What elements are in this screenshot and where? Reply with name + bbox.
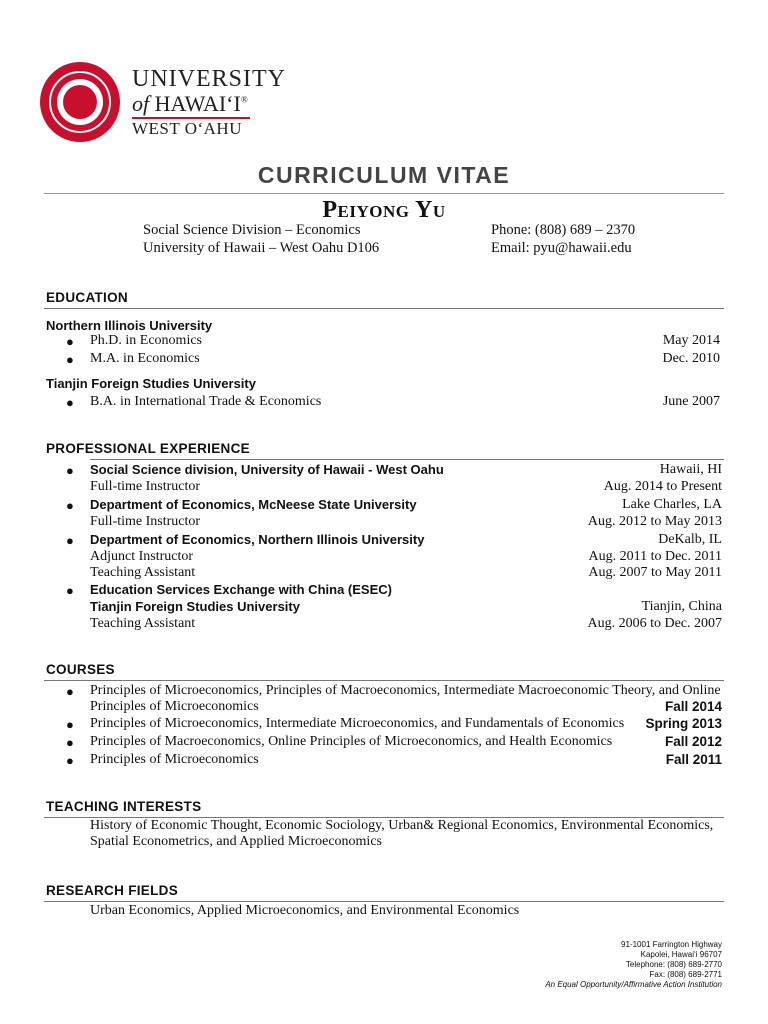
bullet-icon: ●	[66, 352, 74, 367]
bullet-icon: ●	[66, 463, 74, 478]
contact-phone: Phone: (808) 689 – 2370	[491, 222, 636, 238]
degree-date: June 2007	[662, 394, 720, 409]
location: Hawaii, HI	[659, 462, 722, 477]
school-name: Tianjin Foreign Studies University	[46, 376, 256, 391]
job-title: Full-time Instructor	[90, 479, 201, 494]
logo-line-2-prefix: of	[132, 91, 155, 116]
contact-email[interactable]: Email: pyu@hawaii.edu	[491, 240, 632, 256]
bullet-icon: ●	[66, 533, 74, 548]
employer: Department of Economics, Northern Illinois University	[90, 532, 425, 547]
employer: Social Science division, University of Hawaii - West Oahu	[90, 462, 444, 477]
contact-division: Social Science Division – Economics	[143, 222, 361, 238]
employer: Education Services Exchange with China (ESEC)	[90, 582, 392, 597]
research-rule	[44, 901, 724, 902]
experience-heading: PROFESSIONAL EXPERIENCE	[46, 441, 250, 456]
employer-secondary: Tianjin Foreign Studies University	[90, 599, 300, 614]
degree-date: Dec. 2010	[662, 351, 720, 366]
course-list: Principles of Microeconomics	[90, 752, 259, 767]
logo-line-3: WEST O‘AHU	[132, 119, 242, 138]
employer: Department of Economics, McNeese State University	[90, 497, 417, 512]
footer-address	[545, 940, 722, 990]
teaching-interests-text-continued: Spatial Econometrics, and Applied Microeconomics	[90, 834, 382, 849]
job-dates: Aug. 2012 to May 2013	[587, 514, 722, 529]
footer-eeo-text: An Equal Opportunity/Affirmative Action Institution	[545, 980, 722, 989]
course-list: Principles of Macroeconomics, Online Principles of Microeconomics, and Health Economics	[90, 734, 613, 749]
university-seal-icon	[40, 62, 120, 142]
footer-eeo-statement	[545, 980, 722, 990]
course-term: Spring 2013	[645, 716, 722, 731]
courses-heading: COURSES	[46, 662, 115, 677]
job-dates: Aug. 2011 to Dec. 2011	[588, 549, 722, 564]
job-title: Full-time Instructor	[90, 514, 201, 529]
job-dates: Aug. 2014 to Present	[603, 479, 722, 494]
experience-rule	[90, 459, 724, 460]
bullet-icon: ●	[66, 334, 74, 349]
bullet-icon: ●	[66, 684, 74, 699]
logo-registered-mark: ®	[240, 94, 248, 105]
bullet-icon: ●	[66, 753, 74, 768]
footer-fax: Fax: (808) 689-2771	[649, 970, 722, 979]
course-list: Principles of Microeconomics, Intermediate Microeconomics, and Fundamentals of Economics	[90, 716, 625, 731]
location: DeKalb, IL	[658, 532, 722, 547]
footer-city: Kapolei, Hawai‘i 96707	[640, 950, 722, 959]
seal-core	[63, 85, 97, 119]
degree: Ph.D. in Economics	[90, 333, 202, 348]
location: Tianjin, China	[641, 599, 722, 614]
education-heading: EDUCATION	[46, 290, 128, 305]
bullet-icon: ●	[66, 583, 74, 598]
title-divider	[44, 193, 724, 194]
course-term: Fall 2014	[664, 699, 722, 714]
degree: M.A. in Economics	[90, 351, 200, 366]
courses-rule	[44, 680, 724, 681]
job-title: Adjunct Instructor	[90, 549, 194, 564]
contact-address: University of Hawaii – West Oahu D106	[143, 240, 380, 256]
page-title: CURRICULUM VITAE	[257, 162, 511, 188]
education-rule	[44, 308, 724, 309]
degree-date: May 2014	[662, 333, 720, 348]
footer-telephone: Telephone: (808) 689-2770	[625, 960, 722, 969]
job-dates: Aug. 2007 to May 2011	[588, 565, 722, 580]
bullet-icon: ●	[66, 735, 74, 750]
location: Lake Charles, LA	[622, 497, 722, 512]
research-fields-text: Urban Economics, Applied Microeconomics, and Environmental Economics	[90, 903, 520, 918]
research-heading: RESEARCH FIELDS	[46, 883, 179, 898]
bullet-icon: ●	[66, 498, 74, 513]
teaching-heading: TEACHING INTERESTS	[46, 799, 202, 814]
bullet-icon: ●	[66, 717, 74, 732]
bullet-icon: ●	[66, 395, 74, 410]
person-name: Peiyong Yu	[322, 197, 446, 223]
course-list-continued: Principles of Microeconomics	[90, 699, 259, 714]
degree: B.A. in International Trade & Economics	[90, 394, 322, 409]
teaching-interests-text: History of Economic Thought, Economic Sociology, Urban& Regional Economics, Environmental Economics,	[90, 818, 714, 833]
logo-line-1: UNIVERSITY	[132, 66, 286, 92]
course-term: Fall 2011	[665, 752, 722, 767]
course-list: Principles of Microeconomics, Principles of Macroeconomics, Intermediate Macroeconomic Theory, and Online	[90, 683, 721, 698]
job-title: Teaching Assistant	[90, 565, 196, 580]
job-dates: Aug. 2006 to Dec. 2007	[587, 616, 722, 631]
logo-line-2-upper: HAWAI‘I	[154, 91, 241, 116]
job-title: Teaching Assistant	[90, 616, 196, 631]
course-term: Fall 2012	[664, 734, 722, 749]
footer-street: 91-1001 Farrington Highway	[621, 940, 722, 949]
logo-line-2	[132, 91, 248, 117]
school-name: Northern Illinois University	[46, 318, 213, 333]
